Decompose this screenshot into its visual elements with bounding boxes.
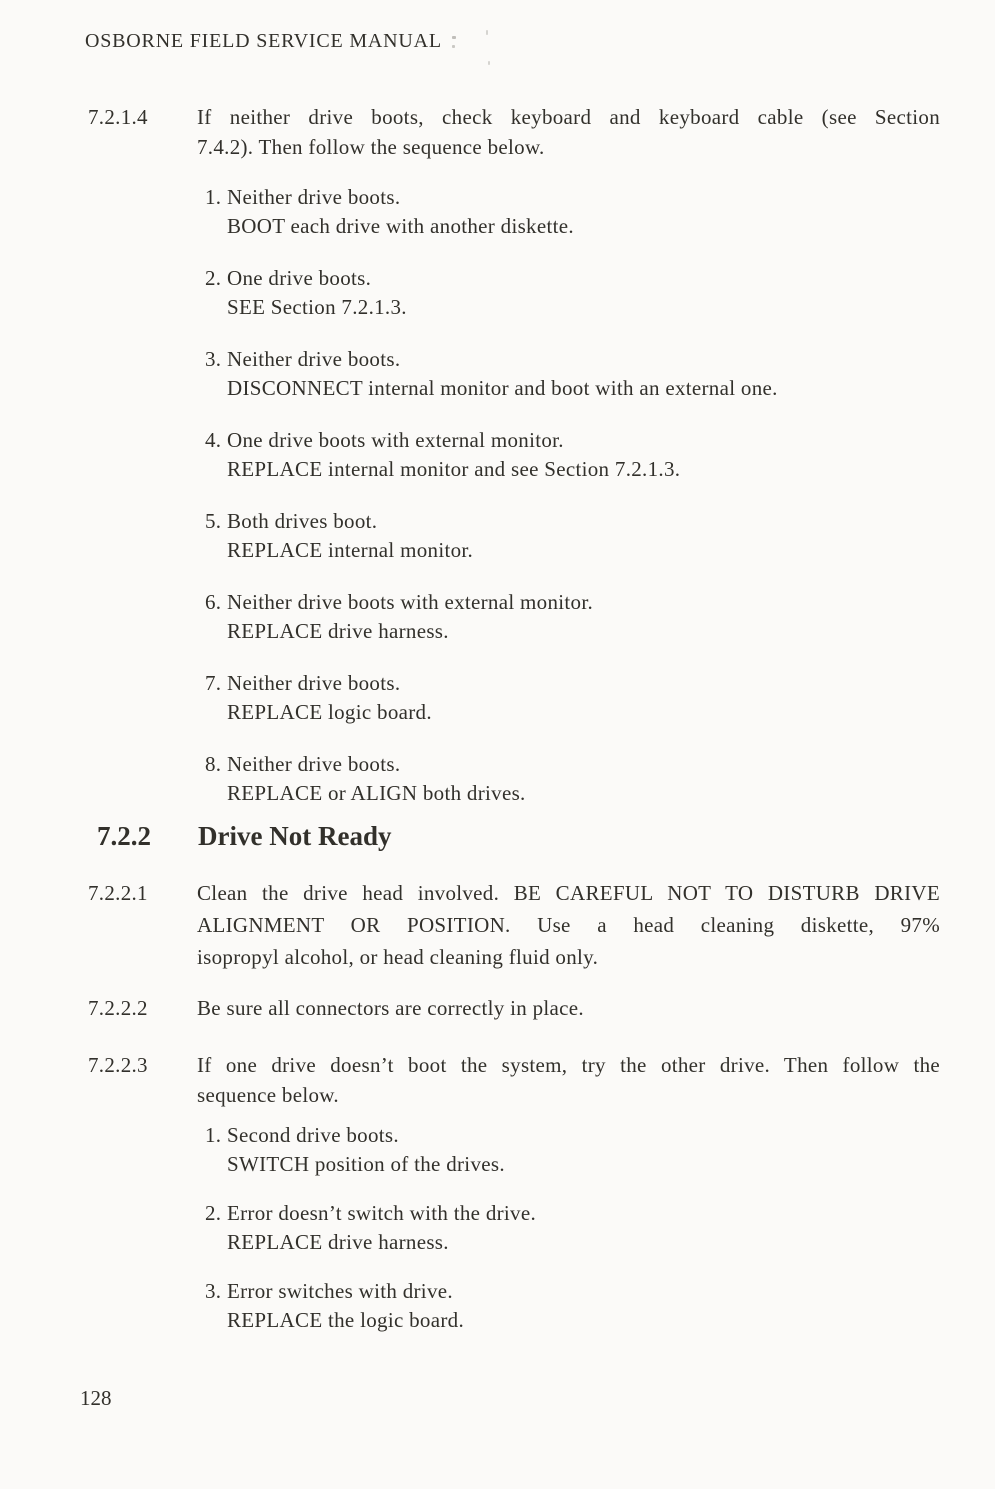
list-item-condition: Neither drive boots. [227, 347, 401, 371]
list-item [205, 669, 778, 727]
list-item-action: REPLACE internal monitor. [227, 538, 474, 562]
section-heading-title: Drive Not Ready [198, 821, 392, 851]
list-item [205, 264, 778, 322]
list-item-text [227, 426, 680, 484]
list-item-action: REPLACE drive harness. [227, 619, 449, 643]
list-item-text [227, 345, 778, 403]
section-number-label: 7.2.1.4 [88, 105, 148, 129]
list-item-condition: One drive boots with external monitor. [227, 428, 564, 452]
section-paragraph [197, 993, 940, 1023]
list-item-action: REPLACE or ALIGN both drives. [227, 781, 526, 805]
list-item [205, 750, 778, 808]
section-heading-number: 7.2.2 [97, 821, 151, 851]
section-7214 [88, 102, 940, 162]
list-item-number: 7. [205, 671, 222, 695]
list-item-condition: Neither drive boots. [227, 752, 401, 776]
page-number: 128 [80, 1386, 112, 1410]
numbered-list-7223 [205, 1121, 536, 1355]
scan-artifact [452, 45, 455, 48]
list-item-action: SEE Section 7.2.1.3. [227, 295, 407, 319]
section-number-label: 7.2.2.2 [88, 996, 148, 1020]
paragraph-line: If neither drive boots, check keyboard and keyboard cable (see Section [197, 105, 940, 129]
list-item-condition: Error switches with drive. [227, 1279, 453, 1303]
section-paragraph [197, 1050, 940, 1110]
list-item-action: REPLACE drive harness. [227, 1230, 449, 1254]
list-item-action: REPLACE logic board. [227, 700, 432, 724]
section-7222 [88, 993, 940, 1023]
scan-artifact [486, 30, 488, 35]
list-item-text [227, 264, 407, 322]
list-item-action: DISCONNECT internal monitor and boot with an external one. [227, 376, 778, 400]
section-heading [97, 819, 391, 853]
list-item-action: SWITCH position of the drives. [227, 1152, 505, 1176]
list-item-action: BOOT each drive with another diskette. [227, 214, 574, 238]
list-item-condition: Neither drive boots with external monitor. [227, 590, 594, 614]
section-7221 [88, 877, 940, 973]
list-item-number: 3. [205, 347, 222, 371]
section-7223 [88, 1050, 940, 1110]
list-item-number: 1. [205, 185, 222, 209]
list-item-number: 4. [205, 428, 222, 452]
list-item [205, 1277, 536, 1335]
paragraph-line: isopropyl alcohol, or head cleaning fluid only. [197, 945, 599, 969]
list-item-condition: Both drives boot. [227, 509, 378, 533]
list-item-action: REPLACE the logic board. [227, 1308, 464, 1332]
paragraph-line: 7.4.2). Then follow the sequence below. [197, 135, 545, 159]
list-item-number: 2. [205, 266, 222, 290]
list-item-condition: Neither drive boots. [227, 185, 401, 209]
list-item [205, 183, 778, 241]
list-item [205, 588, 778, 646]
list-item-text [227, 507, 473, 565]
list-item-action: REPLACE internal monitor and see Section 7.2.1.3. [227, 457, 681, 481]
paragraph-line: ALIGNMENT OR POSITION. Use a head cleaning diskette, 97% [197, 913, 940, 937]
list-item-condition: One drive boots. [227, 266, 372, 290]
section-paragraph [197, 102, 940, 162]
list-item-number: 2. [205, 1201, 222, 1225]
list-item [205, 426, 778, 484]
paragraph-line: sequence below. [197, 1083, 339, 1107]
list-item-text [227, 1121, 505, 1179]
list-item-condition: Neither drive boots. [227, 671, 401, 695]
list-item [205, 507, 778, 565]
list-item-text [227, 750, 526, 808]
list-item-condition: Error doesn’t switch with the drive. [227, 1201, 537, 1225]
paragraph-line: Clean the drive head involved. BE CAREFUL NOT TO DISTURB DRIVE [197, 881, 940, 905]
paragraph-line: Be sure all connectors are correctly in place. [197, 996, 584, 1020]
list-item [205, 1199, 536, 1257]
list-item [205, 1121, 536, 1179]
list-item-number: 5. [205, 509, 222, 533]
list-item-condition: Second drive boots. [227, 1123, 399, 1147]
list-item-text [227, 588, 593, 646]
scan-artifact [452, 36, 456, 39]
list-item-text [227, 1277, 464, 1335]
list-item-number: 6. [205, 590, 222, 614]
list-item-number: 8. [205, 752, 222, 776]
paragraph-line: If one drive doesn’t boot the system, try the other drive. Then follow the [197, 1053, 940, 1077]
list-item-number: 3. [205, 1279, 222, 1303]
list-item-text [227, 669, 432, 727]
running-header: OSBORNE FIELD SERVICE MANUAL [85, 30, 442, 52]
list-item-text [227, 1199, 536, 1257]
numbered-list-7214 [205, 183, 778, 831]
scan-artifact [488, 61, 490, 65]
section-number-label: 7.2.2.1 [88, 881, 148, 905]
section-paragraph [197, 877, 940, 973]
list-item-text [227, 183, 574, 241]
section-number-label: 7.2.2.3 [88, 1053, 148, 1077]
list-item [205, 345, 778, 403]
list-item-number: 1. [205, 1123, 222, 1147]
